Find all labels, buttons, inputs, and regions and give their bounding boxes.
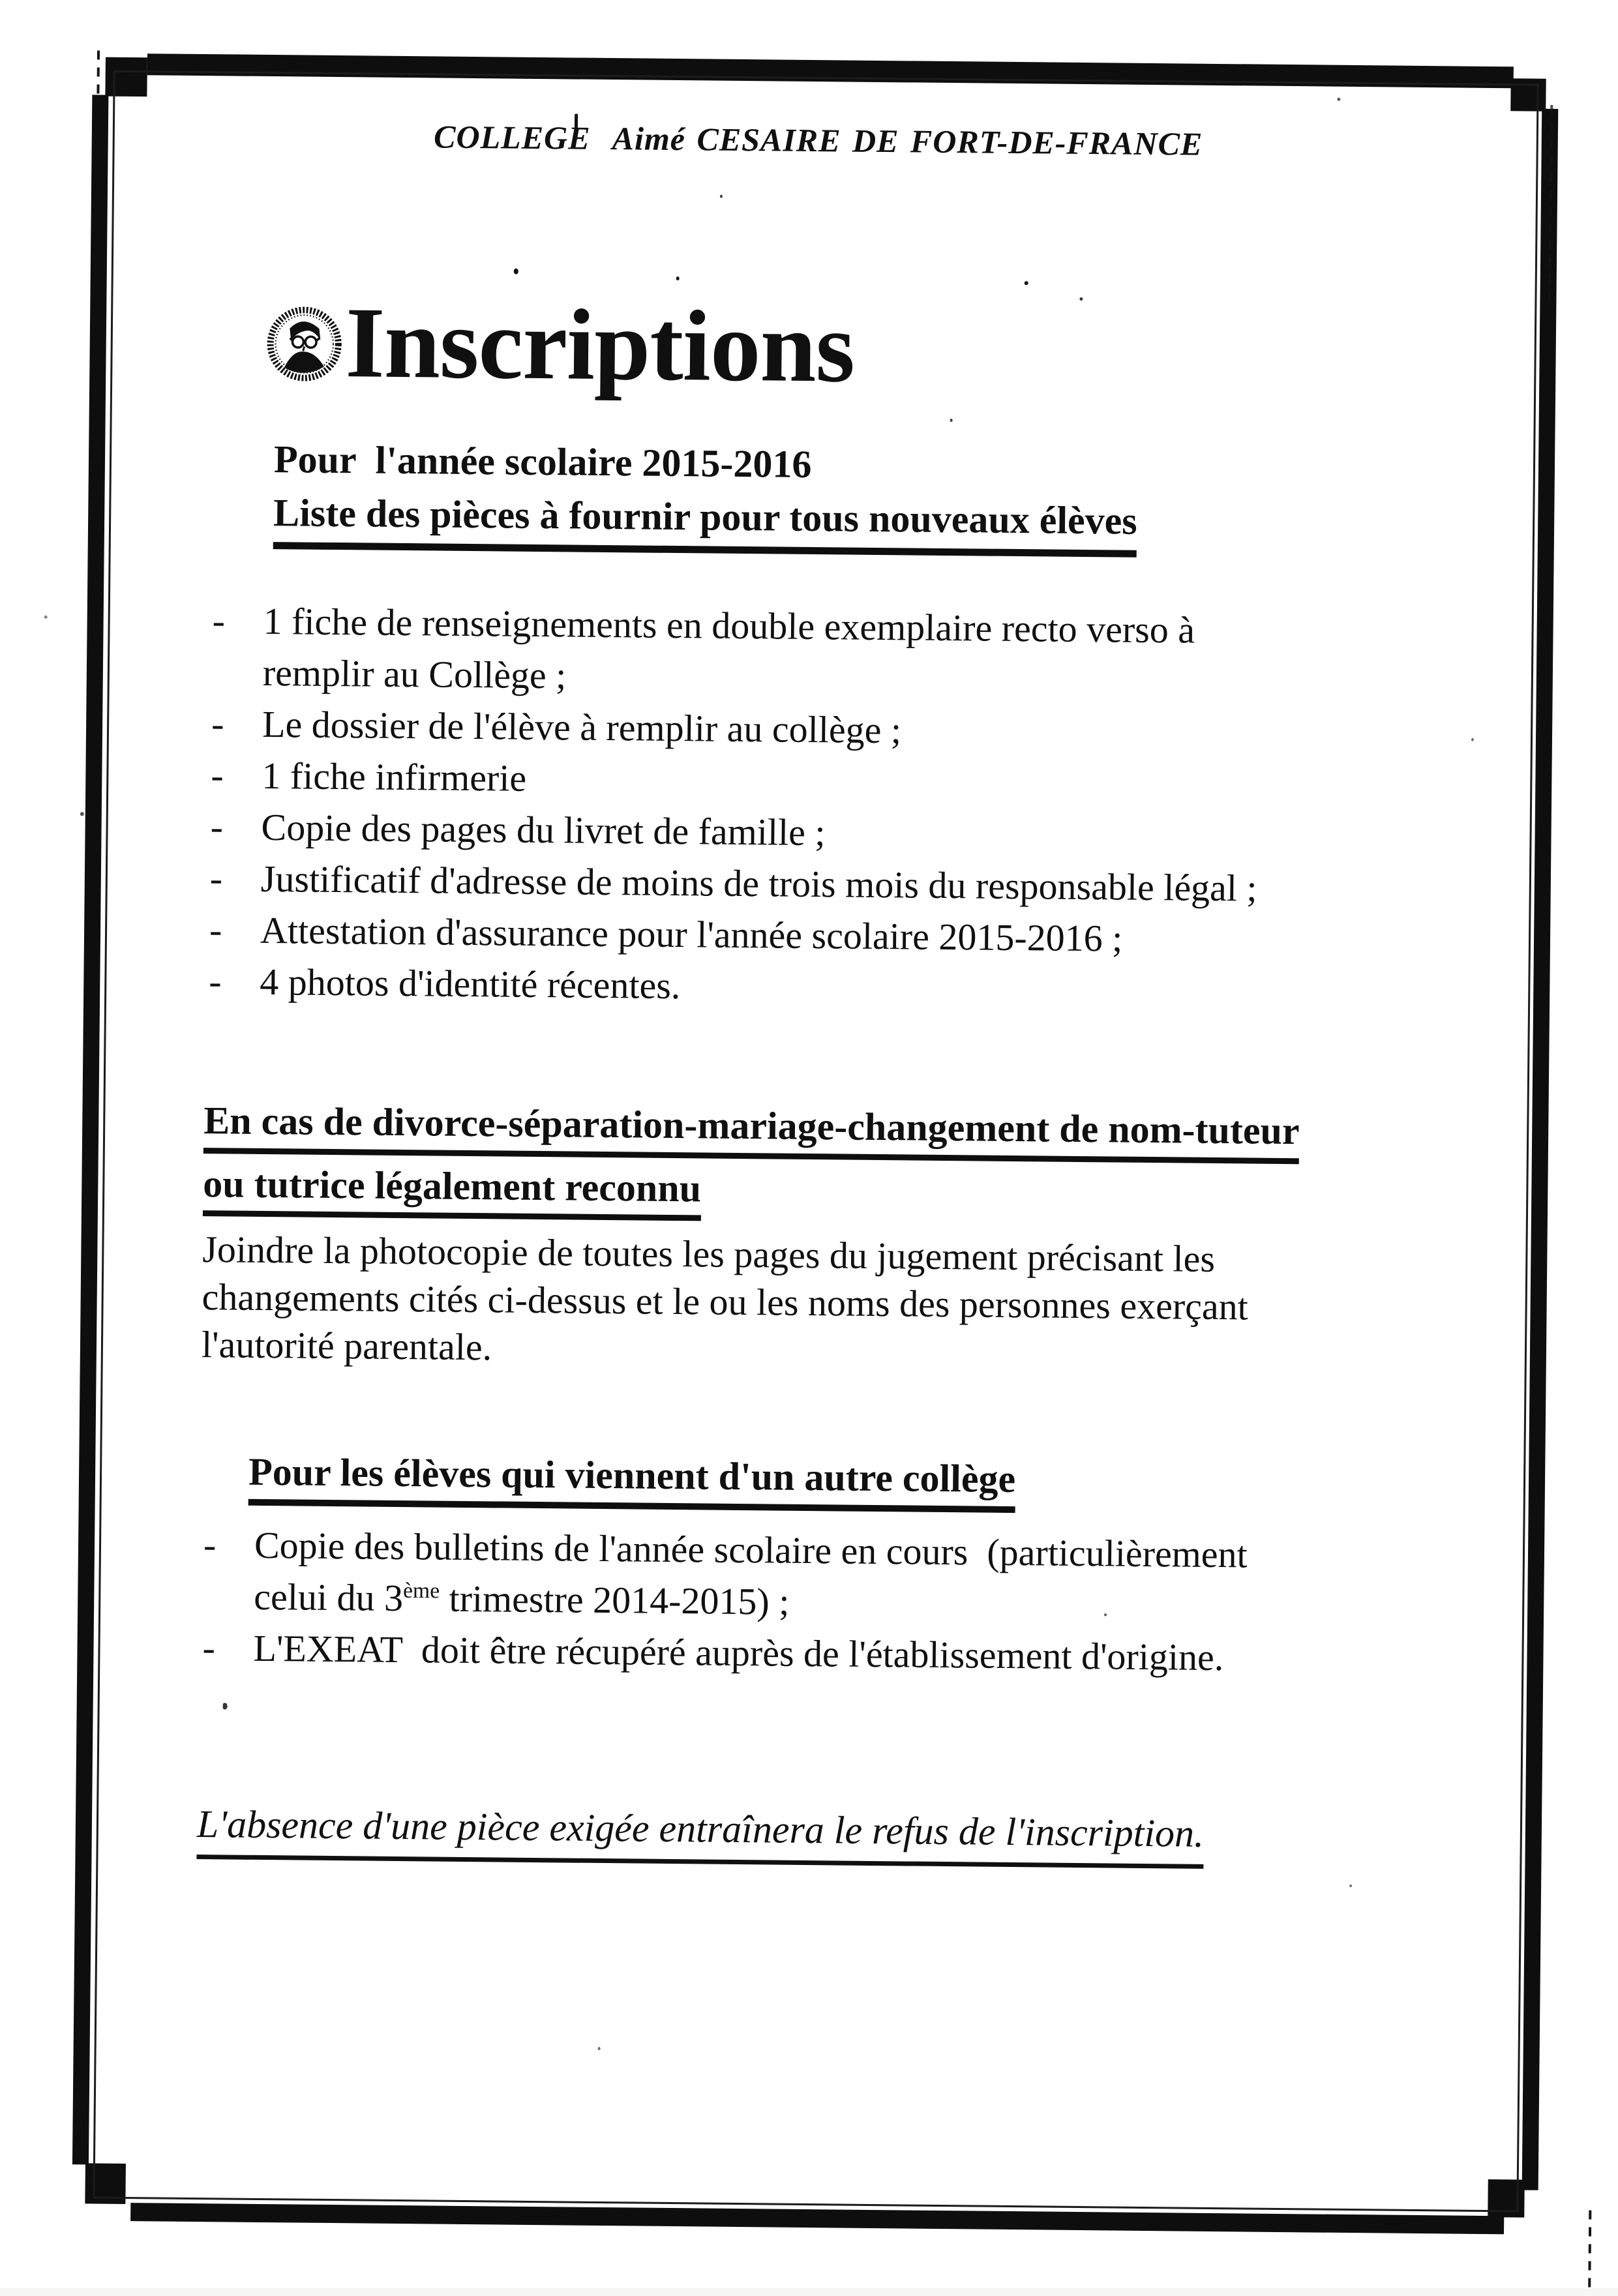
list-item-text: Copie des pages du livret de famille ; (261, 802, 1417, 865)
footer-notice-text: L'absence d'une pièce exigée entraînera le refus de l'inscription. (196, 1802, 1204, 1869)
new-students-list-heading: Liste des pièces à fournir pour tous nouveaux élèves (273, 488, 1137, 558)
scan-speck (44, 616, 48, 619)
scan-speck (598, 2047, 601, 2050)
dash-marker: - (207, 698, 263, 751)
divorce-body-text: Joindre la photocopie de toutes les pages du jugement précisant les changements cités ci-dessus et le ou les noms des personnes exerçant l'autorité parentale. (202, 1225, 1403, 1380)
list-item (208, 596, 1419, 711)
list-item-text: Justificatif d'adresse de moins de trois mois du responsable légal ; (260, 854, 1416, 916)
list-item-text: 4 photos d'identité récentes. (260, 956, 1416, 1019)
transfer-heading: Pour les élèves qui viennent d'un autre collège (248, 1448, 1016, 1513)
page-title: Inscriptions (345, 290, 855, 400)
dash-marker: - (208, 596, 264, 700)
ordinal-superscript: ème (403, 1579, 440, 1603)
list-item-text: L'EXEAT doit être récupéré auprès de l'établissement d'origine. (253, 1623, 1409, 1686)
cesaire-portrait-stamp-icon (265, 305, 343, 383)
transfer-list (198, 1519, 1410, 1685)
dash-marker: - (206, 801, 262, 854)
list-item (199, 1519, 1410, 1634)
divorce-section (202, 1097, 1415, 1380)
list-item-text: 1 fiche infirmerie (262, 751, 1418, 813)
dash-marker: - (205, 904, 261, 957)
new-students-list (205, 596, 1419, 1019)
footer-notice (196, 1802, 1407, 1871)
intro-block (273, 435, 1421, 560)
scan-speck (80, 812, 84, 816)
frame-dash-bottom-right (1588, 2211, 1591, 2288)
document-content (196, 105, 1424, 1871)
frame-dash-top-left (97, 50, 100, 102)
dash-marker: - (205, 853, 261, 905)
list-item (205, 956, 1416, 1019)
divorce-heading-line2: ou tutrice légalement reconnu (203, 1160, 702, 1221)
dash-marker: - (198, 1622, 254, 1675)
title-row (265, 288, 1422, 406)
list-item-text-part: trimestre 2014-2015) ; (440, 1577, 790, 1623)
dash-marker: - (205, 956, 260, 1008)
list-item-text (254, 1520, 1410, 1634)
list-item-text-part: Copie des bulletins de l'année scolaire en cours (particulièrement celui du 3 (254, 1524, 1248, 1619)
scan-speck (1471, 738, 1474, 741)
school-name-header: COLLEGE Aimé CESAIRE DE FORT-DE-FRANCE (213, 114, 1424, 166)
list-item-text: Attestation d'assurance pour l'année scolaire 2015-2016 ; (260, 905, 1416, 968)
list-item-text: 1 fiche de renseignements en double exemplaire recto verso à remplir au Collège ; (263, 596, 1419, 710)
school-year-line: Pour l'année scolaire 2015-2016 (274, 435, 1421, 495)
divorce-heading-line1: En cas de divorce-séparation-mariage-changement de nom-tuteur (203, 1097, 1300, 1164)
scan-speck (1349, 1885, 1352, 1887)
transfer-section (198, 1448, 1411, 1686)
dash-marker: - (207, 750, 262, 802)
list-item (198, 1622, 1409, 1686)
dash-marker: - (199, 1519, 255, 1623)
scan-speck (1337, 98, 1340, 101)
list-item-text: Le dossier de l'élève à remplir au collège ; (262, 699, 1418, 762)
